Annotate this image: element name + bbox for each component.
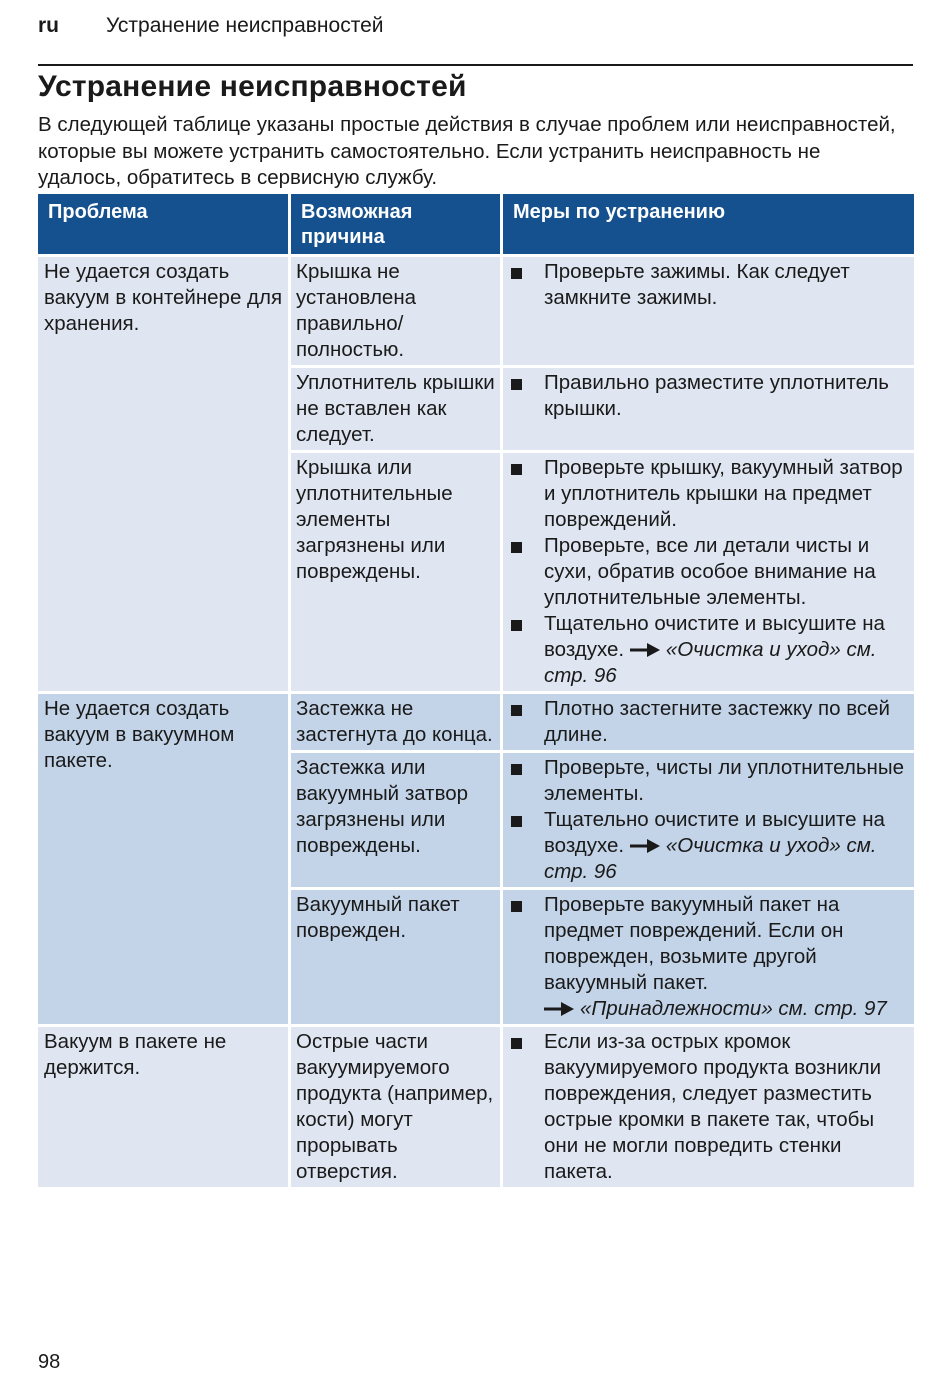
problem-cell: Не удается создать вакуум в контейнере для хранения. [38,257,288,691]
remedy-cell [503,753,914,887]
remedy-item [508,533,910,611]
remedy-list [508,259,910,311]
cause-cell: Уплотнитель крышки не вставлен как следует. [291,368,500,450]
remedy-text: Плотно застегните застежку по всей длине. [544,697,890,746]
remedy-text: Проверьте крышку, вакуумный затвор и уплотнитель крышки на предмет повреждений. [544,456,903,531]
remedy-item [508,892,910,1022]
remedy-cell [503,890,914,1024]
remedy-text: Правильно разместите уплотнитель крышки. [544,371,889,420]
page-number: 98 [38,1351,61,1373]
remedy-list [508,755,910,885]
problem-cell: Не удается создать вакуум в вакуумном пакете. [38,694,288,1024]
remedy-item [508,1029,910,1185]
page-title: Устранение неисправностей [38,70,467,103]
cross-reference-link[interactable]: «Принадлежности» см. стр. 97 [580,997,887,1020]
remedy-text: Проверьте, чисты ли уплотнительные элементы. [544,756,904,805]
column-header-problem: Проблема [38,194,288,254]
remedy-item [508,259,910,311]
troubleshooting-table [35,191,917,1190]
remedy-list [508,892,910,1022]
cause-cell: Застежка или вакуумный затвор загрязнены или повреждены. [291,753,500,887]
arrow-right-icon [544,1002,574,1016]
intro-paragraph: В следующей таблице указаны простые действия в случае проблем или неисправностей, которые вы можете устранить самостоятельно. Если устранить неисправность не удалось, обратитесь в сервисную службу. [38,113,896,189]
remedy-item [508,755,910,807]
table-row [38,694,914,750]
remedy-cell [503,694,914,750]
remedy-list [508,455,910,689]
remedy-item [508,807,910,885]
problem-cell: Вакуум в пакете не держится. [38,1027,288,1187]
cross-reference-link[interactable]: «Очистка и уход» см. стр. 96 [544,638,877,687]
table-row [38,1027,914,1187]
cause-cell: Острые части вакуумируемого продукта (например, кости) могут прорывать отверстия. [291,1027,500,1187]
remedy-item [508,611,910,689]
remedy-item [508,370,910,422]
table-body [38,257,914,1187]
remedy-cell [503,368,914,450]
remedy-list [508,370,910,422]
table-row [38,257,914,365]
cause-cell: Крышка не установлена правильно/ полностью. [291,257,500,365]
remedy-list [508,696,910,748]
remedy-item [508,455,910,533]
remedy-text: Если из-за острых кромок вакуумируемого продукта возникли повреждения, следует разместить острые кромки в пакете так, чтобы они не могли повредить стенки пакета. [544,1030,882,1183]
cross-reference-link[interactable]: «Очистка и уход» см. стр. 96 [544,834,877,883]
remedy-list [508,1029,910,1185]
cause-cell: Застежка не застегнута до конца. [291,694,500,750]
remedy-cell [503,257,914,365]
remedy-text: Проверьте зажимы. Как следует замкните зажимы. [544,260,850,309]
remedy-text: Проверьте вакуумный пакет на предмет повреждений. Если он поврежден, возьмите другой вакуумный пакет. [544,893,844,994]
column-header-remedy: Меры по устранению [503,194,914,254]
running-header [38,14,913,40]
remedy-text: Тщательно очистите и высушите на воздухе. [544,612,885,661]
cause-cell: Вакуумный пакет поврежден. [291,890,500,1024]
remedy-item [508,696,910,748]
remedy-cell [503,1027,914,1187]
arrow-right-icon [630,839,660,853]
language-code: ru [38,14,59,37]
remedy-text: Проверьте, все ли детали чисты и сухи, обратив особое внимание на уплотнительные элементы. [544,534,876,609]
remedy-cell [503,453,914,691]
remedy-text: Тщательно очистите и высушите на воздухе. [544,808,885,857]
running-section-title: Устранение неисправностей [106,14,384,37]
arrow-right-icon [630,643,660,657]
table-header-row [38,194,914,254]
header-divider [38,64,913,66]
cause-cell: Крышка или уплотнительные элементы загрязнены или повреждены. [291,453,500,691]
column-header-cause: Возможная причина [291,194,500,254]
